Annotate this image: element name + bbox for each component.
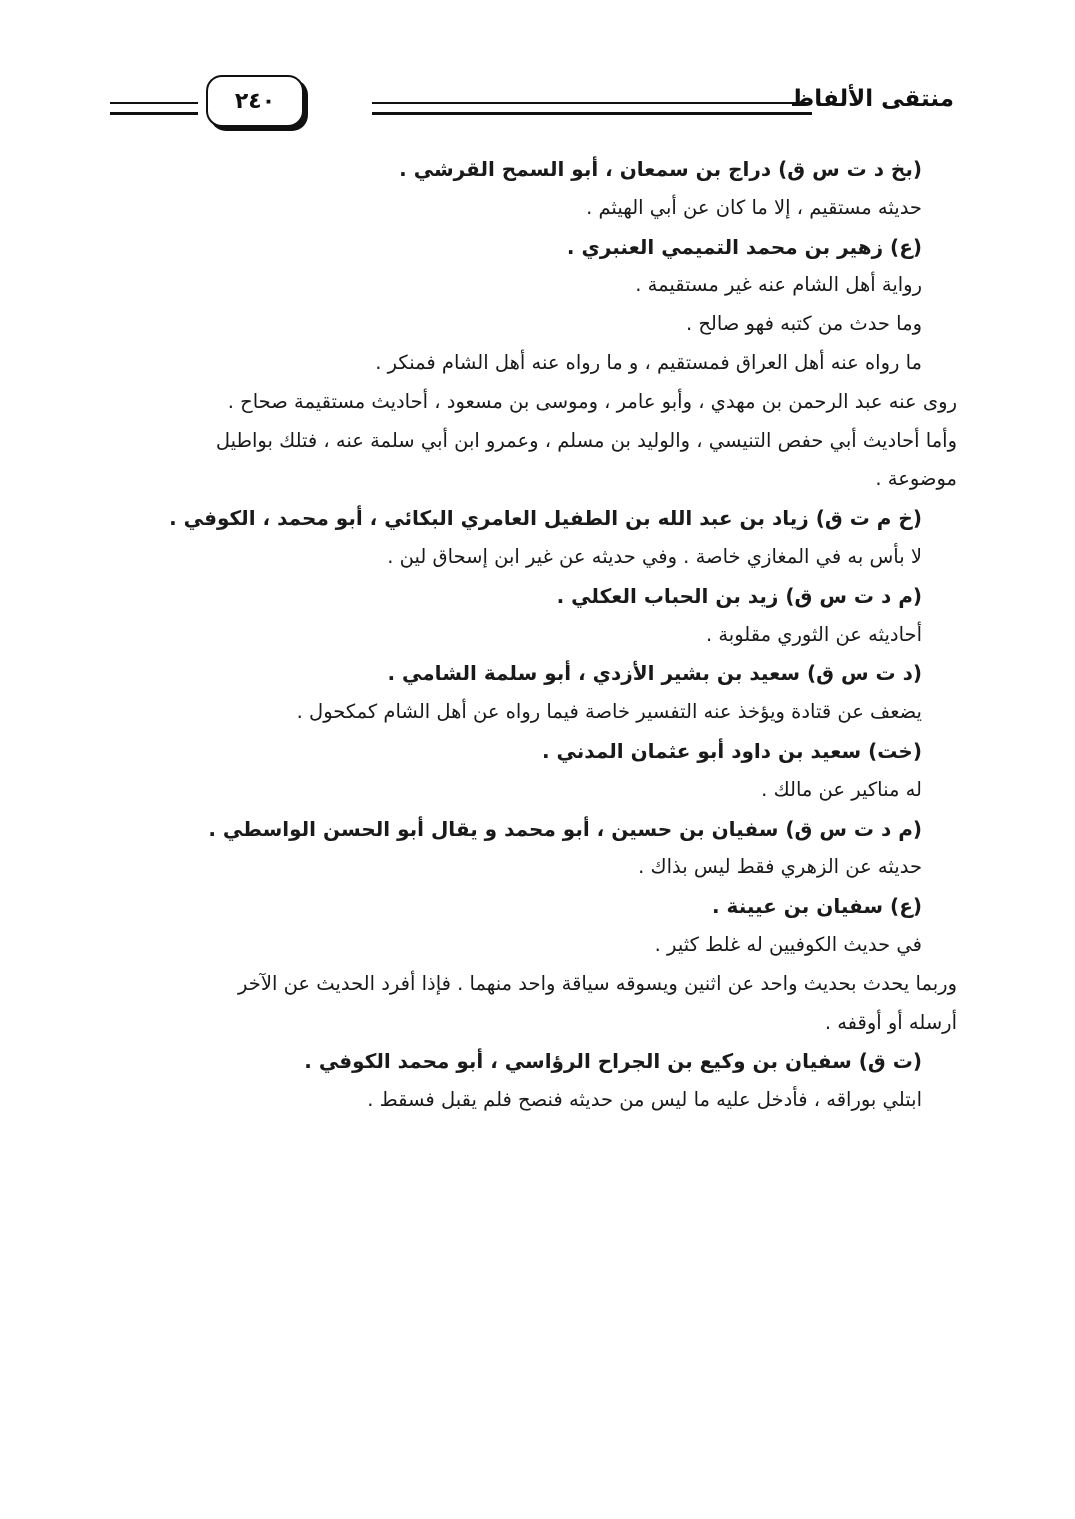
page-number-frame [206, 75, 304, 127]
narrator-heading: (د ت س ق) سعيد بن بشير الأزدي ، أبو سلمة الشامي . [387, 661, 922, 686]
narrator-heading: (بخ د ت س ق) دراج بن سمعان ، أبو السمح القرشي . [399, 157, 922, 181]
header-double-rule-right [372, 102, 812, 115]
text-line: لا بأس به في المغازي خاصة . وفي حديثه عن غير ابن إسحاق لين . [387, 544, 922, 568]
text-line: وما حدث من كتبه فهو صالح . [685, 312, 922, 336]
text-line: حديثه عن الزهري فقط ليس بذاك . [638, 855, 922, 879]
text-line: وأما أحاديث أبي حفص التنيسي ، والوليد بن مسلم ، وعمرو ابن أبي سلمة عنه ، فتلك بواطيل [215, 428, 957, 452]
running-header [110, 72, 954, 132]
text-line: أرسله أو أوقفه . [824, 1010, 957, 1034]
text-line: يضعف عن قتادة ويؤخذ عنه التفسير خاصة فيما رواه عن أهل الشام كمكحول . [296, 700, 922, 724]
narrator-heading: (ع) سفيان بن عيينة . [712, 894, 922, 919]
text-line: حديثه مستقيم ، إلا ما كان عن أبي الهيثم . [586, 195, 922, 219]
text-line: ابتلي بوراقه ، فأدخل عليه ما ليس من حديثه فنصح فلم يقبل فسقط . [367, 1088, 922, 1112]
text-line: موضوعة . [875, 467, 957, 491]
text-line: أحاديثه عن الثوري مقلوبة . [705, 622, 922, 646]
header-double-rule-left [110, 102, 198, 115]
text-line: وربما يحدث بحديث واحد عن اثنين ويسوقه سياقة واحد منهما . فإذا أفرد الحديث عن الآخر [238, 971, 957, 995]
text-line: رواية أهل الشام عنه غير مستقيمة . [635, 273, 922, 297]
text-line: له مناكير عن مالك . [761, 777, 922, 801]
narrator-heading: (ت ق) سفيان بن وكيع بن الجراح الرؤاسي ، أبو محمد الكوفي . [304, 1049, 922, 1074]
narrator-heading: (ع) زهير بن محمد التميمي العنبري . [566, 234, 922, 259]
narrator-heading: (م د ت س ق) سفيان بن حسين ، أبو محمد و يقال أبو الحسن الواسطي . [208, 816, 922, 841]
page-body [110, 150, 957, 1120]
narrator-heading: (م د ت س ق) زيد بن الحباب العكلي . [556, 583, 922, 608]
running-title: منتقى الألفاظ [790, 86, 954, 112]
narrator-heading: (خت) سعيد بن داود أبو عثمان المدني . [542, 738, 922, 763]
narrator-heading: (خ م ت ق) زياد بن عبد الله بن الطفيل العامري البكائي ، أبو محمد ، الكوفي . [169, 506, 922, 531]
text-line: في حديث الكوفيين له غلط كثير . [654, 932, 922, 956]
text-line: روى عنه عبد الرحمن بن مهدي ، وأبو عامر ، وموسى بن مسعود ، أحاديث مستقيمة صحاح . [227, 389, 957, 413]
text-line: ما رواه عنه أهل العراق فمستقيم ، و ما رواه عنه أهل الشام فمنكر . [375, 350, 922, 374]
page-number: ٢٤٠ [234, 88, 276, 114]
